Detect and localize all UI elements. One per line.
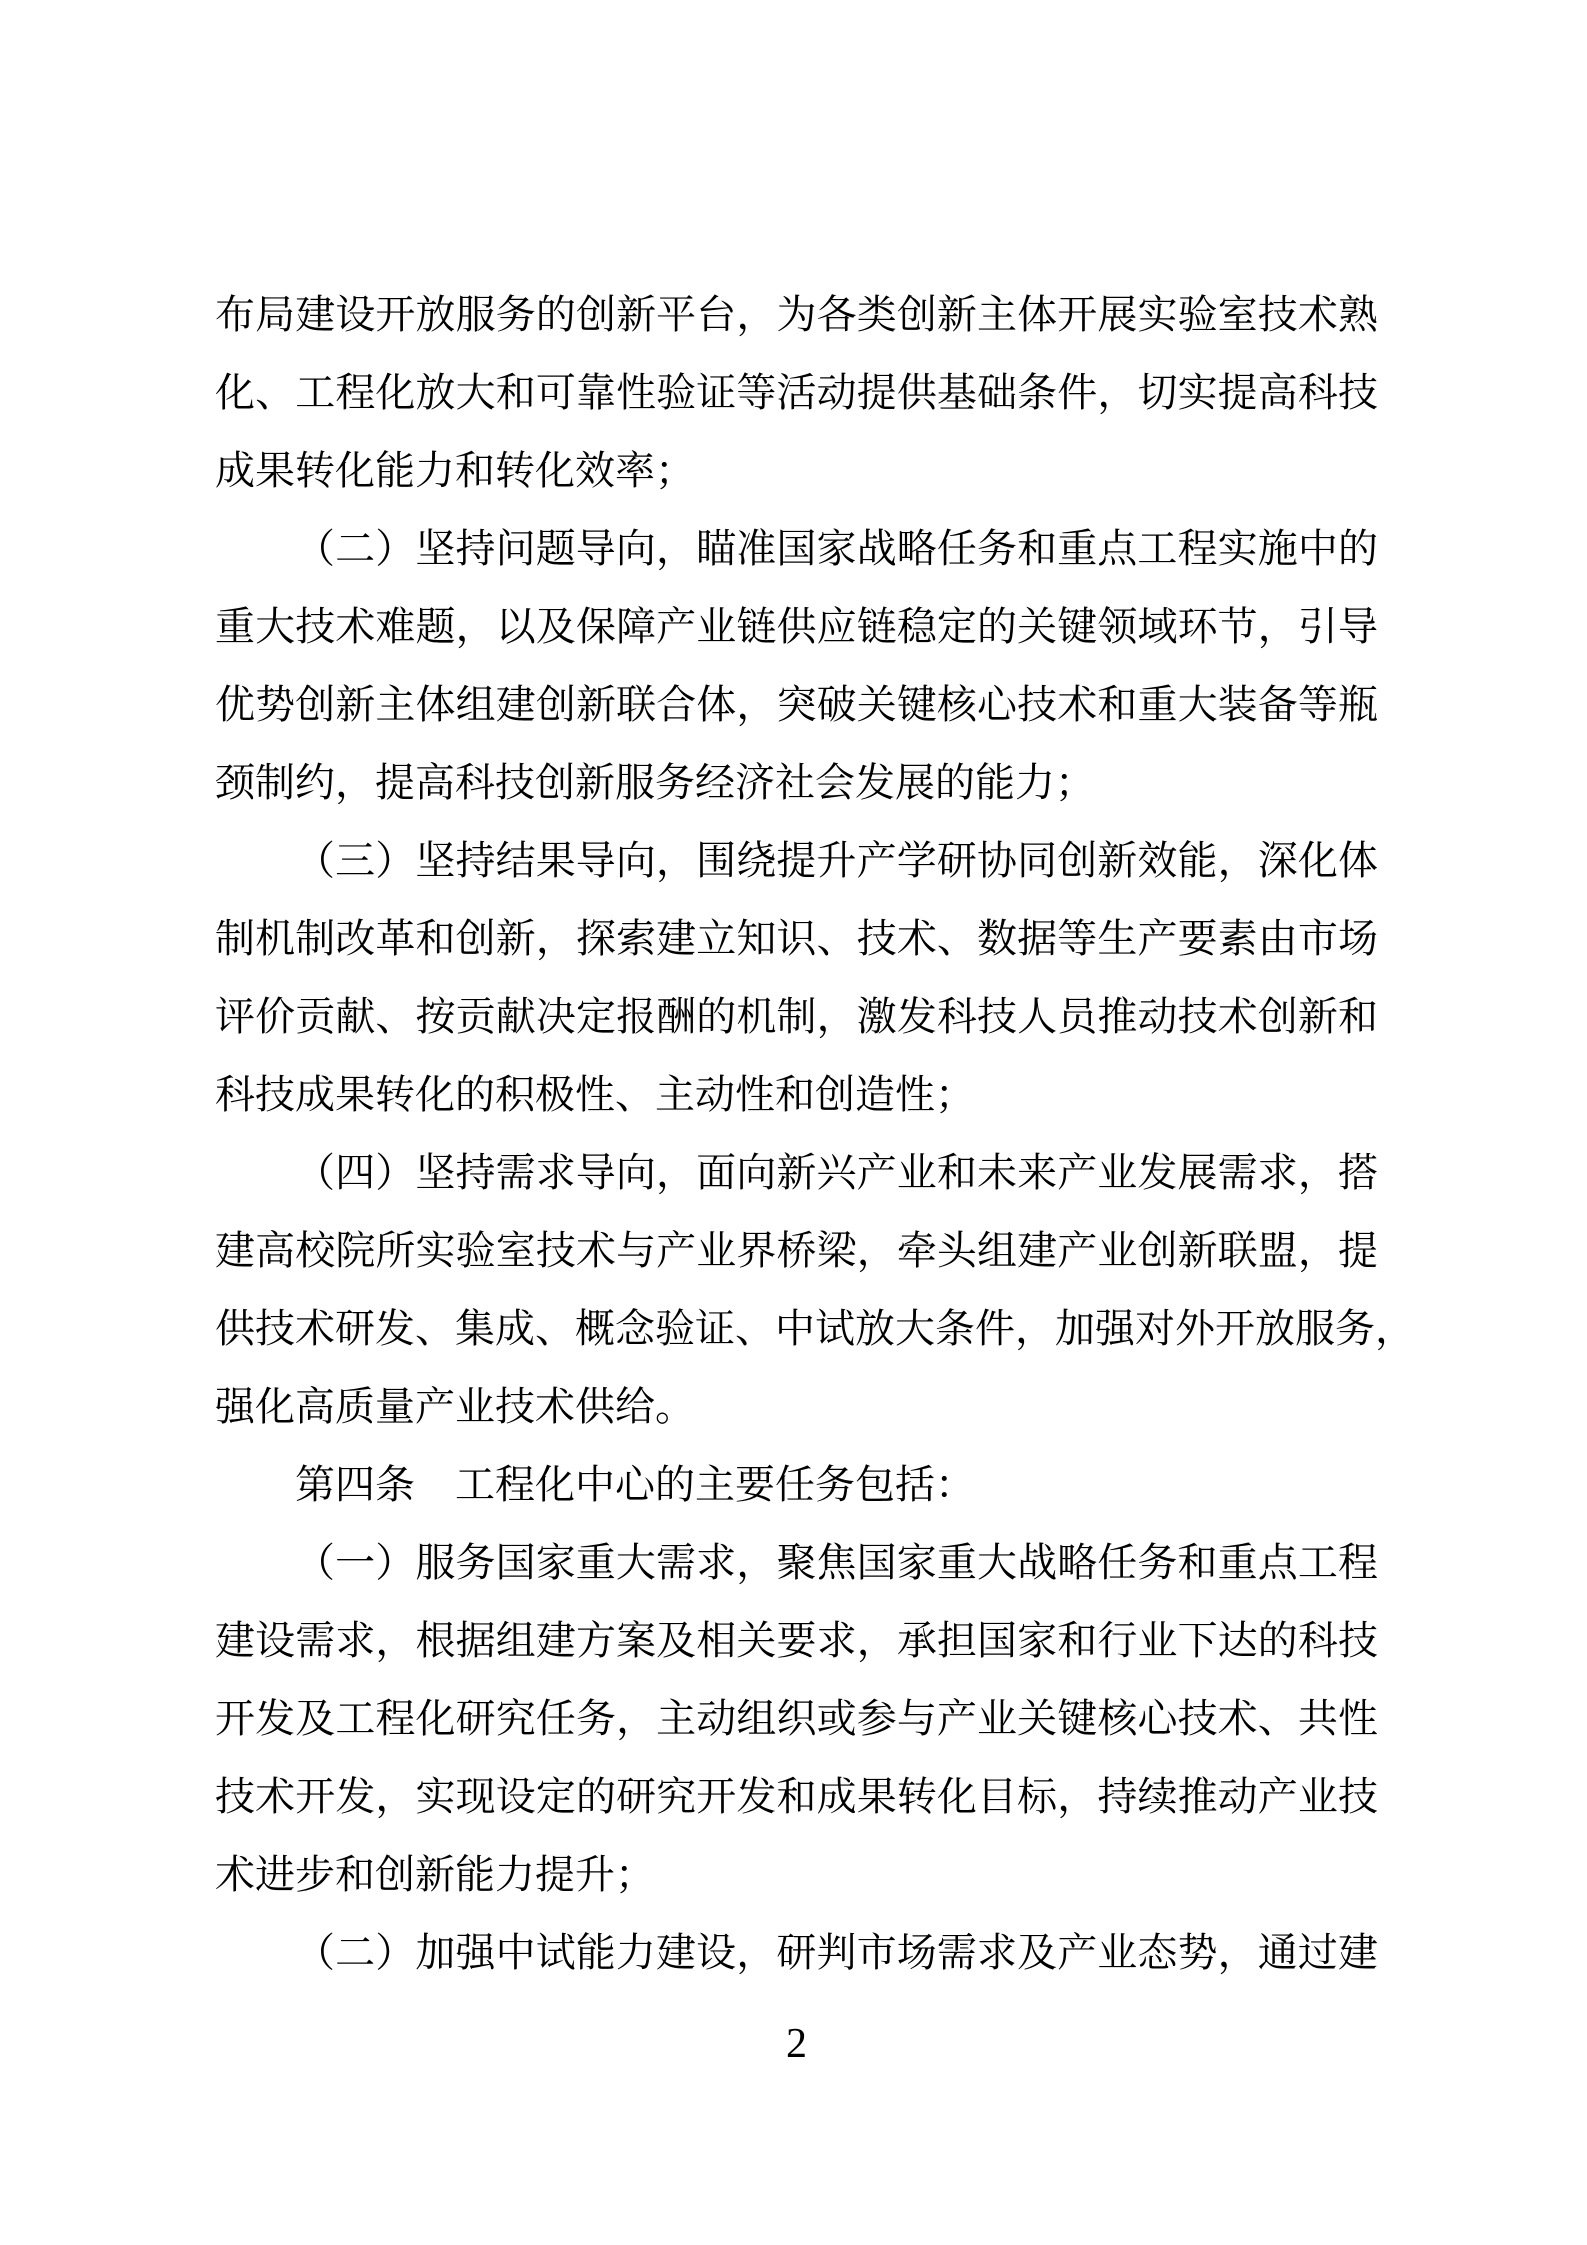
- text-line: （四）坚持需求导向，面向新兴产业和未来产业发展需求，搭: [295, 1151, 1378, 1195]
- text-line: 化、工程化放大和可靠性验证等活动提供基础条件，切实提高科技: [215, 371, 1378, 415]
- document-body: [215, 276, 1415, 1992]
- text-line: （二）加强中试能力建设，研判市场需求及产业态势，通过建: [295, 1931, 1378, 1975]
- article-four-line: 第四条 工程化中心的主要任务包括：: [295, 1463, 975, 1507]
- text-line: 术进步和创新能力提升；: [215, 1853, 655, 1897]
- page-number: 2: [786, 2021, 807, 2067]
- text-line: 建设需求，根据组建方案及相关要求，承担国家和行业下达的科技: [215, 1619, 1378, 1663]
- text-line: （三）坚持结果导向，围绕提升产学研协同创新效能，深化体: [295, 839, 1378, 883]
- text-line: 供技术研发、集成、概念验证、中试放大条件，加强对外开放服务，: [215, 1307, 1415, 1351]
- text-line: 优势创新主体组建创新联合体，突破关键核心技术和重大装备等瓶: [215, 683, 1378, 727]
- text-line: 成果转化能力和转化效率；: [215, 449, 695, 493]
- text-line: （一）服务国家重大需求，聚焦国家重大战略任务和重点工程: [295, 1541, 1378, 1585]
- text-line: 建高校院所实验室技术与产业界桥梁，牵头组建产业创新联盟，提: [215, 1229, 1378, 1273]
- text-line: 颈制约，提高科技创新服务经济社会发展的能力；: [215, 761, 1095, 805]
- text-line: 科技成果转化的积极性、主动性和创造性；: [215, 1073, 975, 1117]
- text-line: 技术开发，实现设定的研究开发和成果转化目标，持续推动产业技: [215, 1775, 1378, 1819]
- text-line: （二）坚持问题导向，瞄准国家战略任务和重点工程实施中的: [295, 527, 1378, 571]
- text-line: 评价贡献、按贡献决定报酬的机制，激发科技人员推动技术创新和: [215, 995, 1378, 1039]
- text-line: 强化高质量产业技术供给。: [215, 1385, 695, 1429]
- text-line: 制机制改革和创新，探索建立知识、技术、数据等生产要素由市场: [215, 917, 1378, 961]
- text-line: 重大技术难题，以及保障产业链供应链稳定的关键领域环节，引导: [215, 605, 1378, 649]
- text-line: 布局建设开放服务的创新平台，为各类创新主体开展实验室技术熟: [215, 293, 1378, 337]
- text-line: 开发及工程化研究任务，主动组织或参与产业关键核心技术、共性: [215, 1697, 1378, 1741]
